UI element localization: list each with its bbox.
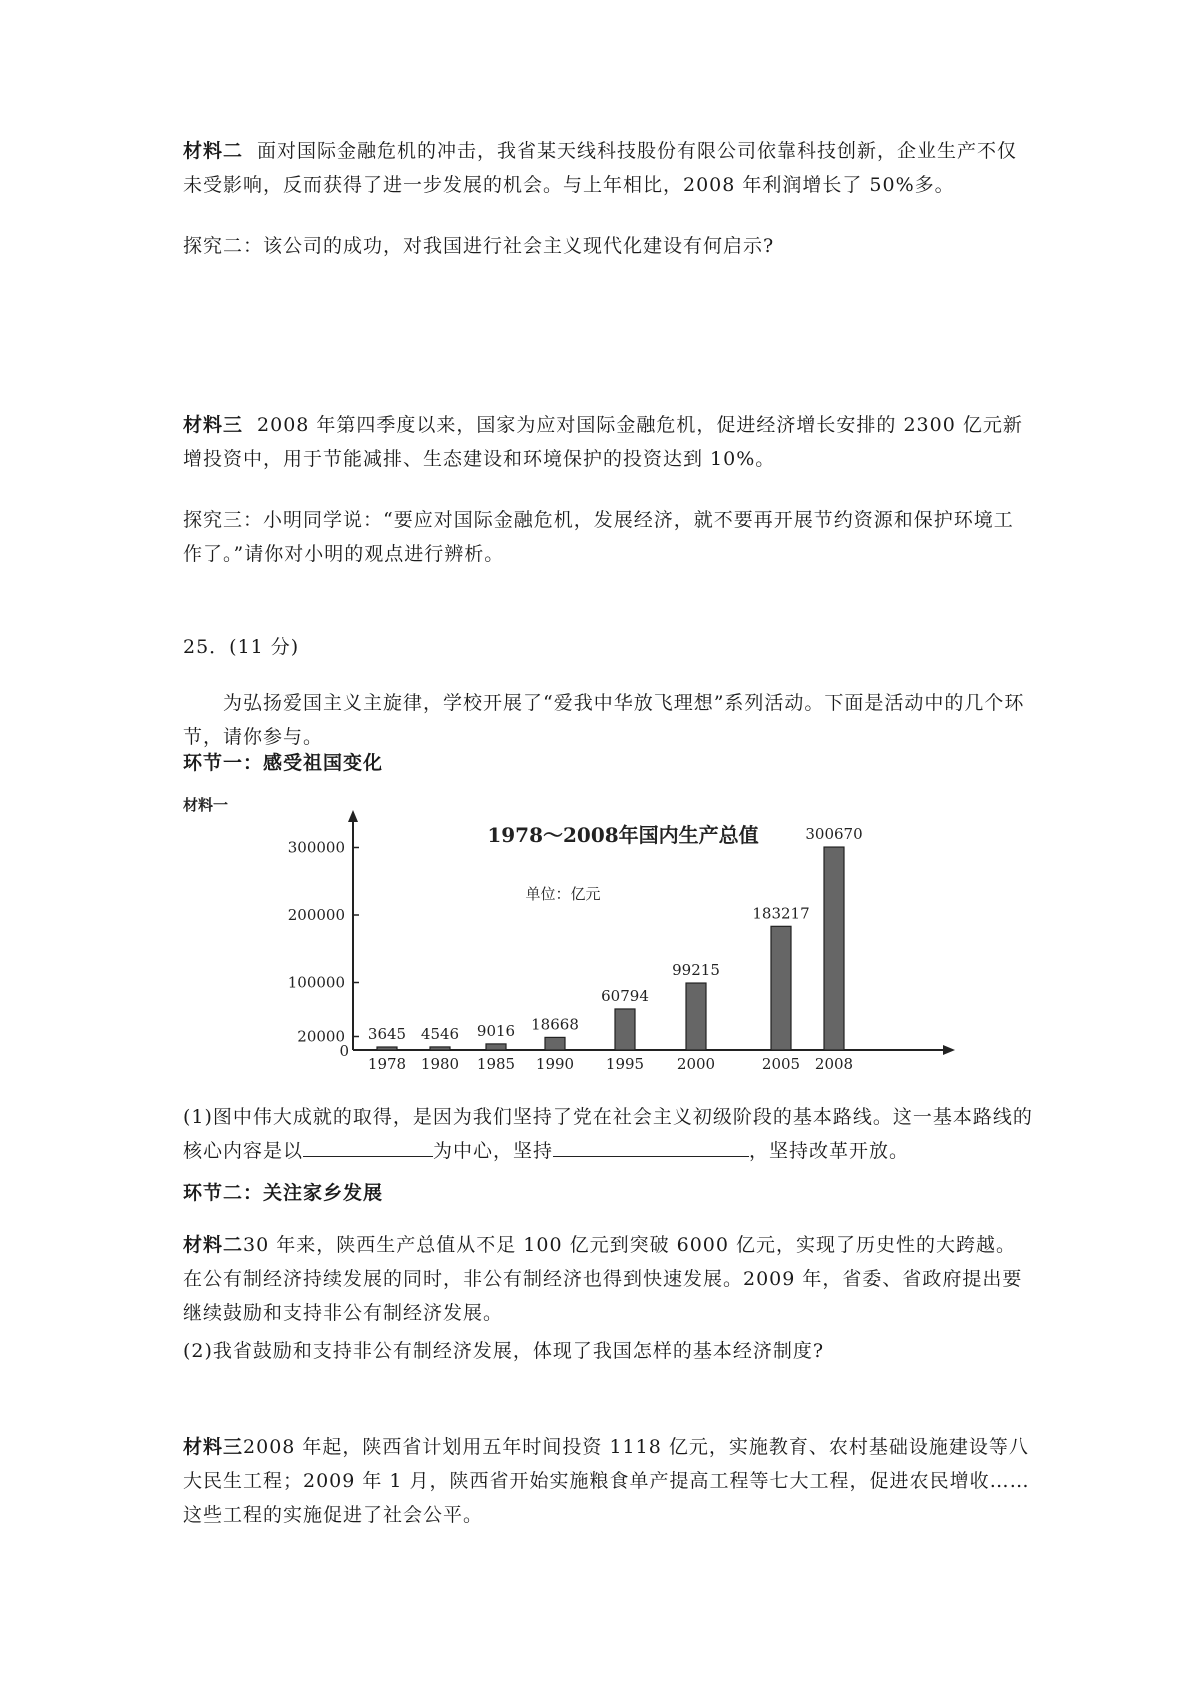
q1-text-part1: (1)图中伟大成就的取得，是因为我们坚持了党在社会主义初级阶段的基本路线。这一基本路线的核心内容是以	[183, 1106, 1033, 1162]
material3-text: 2008 年第四季度以来，国家为应对国际金融危机，促进经济增长安排的 2300 亿元新增投资中，用于节能减排、生态建设和环境保护的投资达到 10%。	[183, 414, 1023, 470]
q1-text-part3: ，坚持改革开放。	[749, 1140, 910, 1162]
explore2-question: 探究二：该公司的成功，对我国进行社会主义现代化建设有何启示?	[183, 235, 775, 257]
gdp-chart-svg	[183, 792, 963, 1082]
q1-answer-blank-2[interactable]	[553, 1134, 749, 1157]
chart-unit: 单位：亿元	[525, 885, 601, 903]
bar-value-label: 60794	[601, 986, 649, 1005]
x-tick-label: 1980	[420, 1055, 460, 1073]
bar-value-label: 300670	[805, 825, 863, 844]
y-tick-label: 100000	[287, 973, 345, 992]
bar	[771, 926, 791, 1050]
bar	[615, 1009, 635, 1050]
x-tick-label: 1978	[367, 1055, 407, 1073]
m3-paragraph	[183, 1430, 1033, 1532]
x-axis-arrow	[943, 1045, 955, 1055]
bar-value-label: 18668	[531, 1015, 579, 1034]
m2-paragraph	[183, 1228, 1033, 1330]
bar-value-label: 99215	[672, 961, 720, 980]
bar-value-label: 183217	[752, 904, 810, 923]
x-tick-label: 1985	[476, 1055, 516, 1073]
bar	[430, 1047, 450, 1050]
q2-question: (2)我省鼓励和支持非公有制经济发展，体现了我国怎样的基本经济制度?	[183, 1340, 825, 1362]
bar	[377, 1047, 397, 1050]
explore3-question: 探究三：小明同学说：“要应对国际金融危机，发展经济，就不要再开展节约资源和保护环境工作了。”请你对小明的观点进行辨析。	[183, 509, 1014, 565]
q1-question	[183, 1100, 1033, 1168]
q25-intro: 为弘扬爱国主义主旋律，学校开展了“爱我中华放飞理想”系列活动。下面是活动中的几个环节，请你参与。	[183, 692, 1025, 748]
m3-text: 2008 年起，陕西省计划用五年时间投资 1118 亿元，实施教育、农村基础设施建设等八大民生工程；2009 年 1 月，陕西省开始实施粮食单产提高工程等七大工程，促进农民增收……这些工程的实施促进了社会公平。	[183, 1436, 1030, 1526]
bar	[486, 1044, 506, 1050]
y-axis-arrow	[348, 810, 358, 822]
y-tick-label: 200000	[287, 906, 345, 924]
y-tick-label: 300000	[287, 838, 345, 857]
bar	[545, 1037, 565, 1050]
bar-value-label: 4546	[420, 1024, 460, 1043]
m3-label: 材料三	[183, 1436, 244, 1458]
section2-heading: 环节二：关注家乡发展	[183, 1182, 384, 1204]
q1-text-part2: 为中心，坚持	[433, 1140, 554, 1162]
gdp-chart	[183, 792, 963, 1086]
m2-text: 30 年来，陕西生产总值从不足 100 亿元到突破 6000 亿元，实现了历史性的大跨越。在公有制经济持续发展的同时，非公有制经济也得到快速发展。2009 年，省委、省政府提出要继续鼓励和支持非公有制经济发展。	[183, 1234, 1023, 1324]
m2-label: 材料二	[183, 1234, 244, 1256]
bar-value-label: 9016	[476, 1021, 516, 1040]
x-tick-label: 2005	[761, 1055, 801, 1073]
section1-heading: 环节一：感受祖国变化	[183, 752, 384, 774]
chart-title: 1978～2008年国内生产总值	[487, 823, 759, 847]
y-tick-label: 0	[339, 1042, 349, 1060]
material2-paragraph	[183, 134, 1033, 202]
y-tick-label: 20000	[297, 1027, 345, 1046]
material3-label: 材料三	[183, 414, 244, 436]
x-tick-label: 2000	[676, 1055, 716, 1073]
bar	[824, 847, 844, 1050]
bar	[686, 983, 706, 1050]
bar-value-label: 3645	[367, 1025, 407, 1043]
x-tick-label: 1995	[605, 1055, 645, 1073]
material2-text: 面对国际金融危机的冲击，我省某天线科技股份有限公司依靠科技创新，企业生产不仅未受影响，反而获得了进一步发展的机会。与上年相比，2008 年利润增长了 50%多。	[183, 140, 1018, 196]
material2-label: 材料二	[183, 140, 244, 162]
x-tick-label: 1990	[535, 1055, 575, 1073]
q1-answer-blank-1[interactable]	[303, 1134, 433, 1157]
chart-material-label: 材料一	[183, 796, 229, 814]
x-tick-label: 2008	[814, 1055, 854, 1073]
q25-title: 25．(11 分)	[183, 636, 300, 658]
material3-paragraph	[183, 408, 1033, 476]
